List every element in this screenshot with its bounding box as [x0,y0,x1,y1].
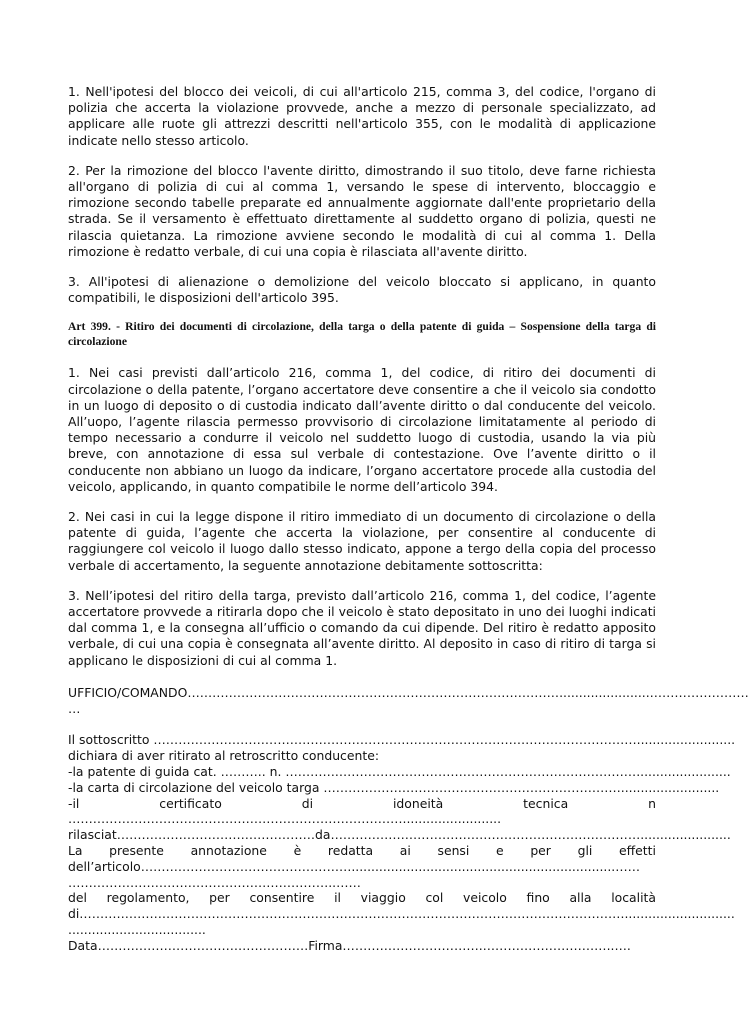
art399-paragraph-1: 1. Nei casi previsti dall’articolo 216, comma 1, del codice, di ritiro dei documenti di circolazione o della patente, l’organo accertatore deve consentire a che il veicolo sia condotto in un luogo di deposito o di custodia indicato dall’avente diritto o dal conducente del veicolo. All’uopo, l’agente rilascia permesso provvisorio di circolazione limitatamente al periodo di tempo necessario a condurre il veicolo nel suddetto luogo di custodia, usando la via più breve, con annotazione di essa sul verbale di contestazione. Ove l’avente diritto o il conducente non abbiano un luogo da indicare, l’organo accertatore procede alla custodia del veicolo, applicando, in quanto compatibile le norme dell’articolo 394. [68,365,656,494]
word: di [301,795,314,811]
form-rilasciato-line: rilasciat…………………………………………da…………………………………………………………………....................... [68,827,731,843]
word: viaggio [360,890,406,906]
word: sensi [437,843,470,859]
word: effetti [619,843,656,859]
word: ai [399,843,411,859]
form-articolo-line: dell’articolo……………………………………………...................................................................…… [68,858,641,874]
word: per [530,843,551,859]
art398-paragraph-3: 3. All'ipotesi di alienazione o demolizione del veicolo bloccato si applicano, in quanto compatibili, le disposizioni dell'articolo 395. [68,274,656,306]
word: località [611,890,656,906]
form-data-firma-line: Data……………………………………………Firma…………………………….…………………………..…. [68,937,631,953]
form-dichiara-line: dichiara di aver ritirato al retroscritto conducente: [68,748,379,764]
word: per [209,890,230,906]
word: n [648,795,656,811]
form-patente-line: -la patente di guida cat. ……….. n. ………….………………………………………………………………........................ [68,764,731,780]
word: certificato [159,795,222,811]
form-dots-line: ................................... [68,922,206,938]
art398-paragraph-2: 2. Per la rimozione del blocco l'avente diritto, dimostrando il suo titolo, deve farne richiesta all'organo di polizia di cui al comma 1, versando le spese di intervento, bloccaggio e rimozione secondo tabelle preparate ed annualmente aggiornate dall'ente proprietario della strada. Se il versamento è effettuato direttamente al suddetto organo di polizia, questi ne rilascia quietanza. La rimozione avviene secondo le modalità di cui al comma 1. Della rimozione è redatto verbale, di cui una copia è rilasciata all'avente diritto. [68,162,656,259]
word: redatta [327,843,374,859]
art399-paragraph-3: 3. Nell’ipotesi del ritiro della targa, previsto dall’articolo 216, comma 1, del codice, l’agente accertatore provvede a ritirarla dopo che il veicolo è stato depositato in uno dei luoghi indicati dal comma 1, e la consegna all’ufficio o comando da cui dipende. Del ritiro è redatto apposito verbale, di cui una copia è consegnata all’avente diritto. Al deposito in caso di ritiro di targa si applicano le disposizioni di cui al comma 1. [68,587,656,668]
word: annotazione [190,843,267,859]
form-ufficio-line: UFFICIO/COMANDO……………………………………………………………………………….......................…………………… [68,684,749,700]
word: tecnica [523,795,569,811]
form-presente-line [68,843,656,859]
word: col [425,890,444,906]
word: e [496,843,504,859]
word: alla [569,890,592,906]
word: fino [526,890,550,906]
word: veicolo [463,890,507,906]
art399-heading: Art 399. - Ritiro dei documenti di circolazione, della targa o della patente di guida – Sospensione della targa di circolazione [68,320,656,348]
word: presente [109,843,164,859]
word: consentire [249,890,315,906]
form-di-line: di……………………………………………………………………………………………………………………............................ [68,906,735,922]
annotation-form [68,684,749,954]
word: regolamento, [106,890,190,906]
form-certificato-line [68,796,656,812]
form-certificato-continuation: ………………………………………………………………………......................... [68,811,502,827]
word: gli [577,843,593,859]
form-sottoscritto-line: Il sottoscritto ………………………………………………………………………………………………………......................... [68,732,736,748]
word: è [293,843,302,859]
word: del [68,890,87,906]
word: La [68,843,83,859]
form-ufficio-continuation: … [68,700,81,716]
art399-paragraph-2: 2. Nei casi in cui la legge dispone il ritiro immediato di un documento di circolazione o della patente di guida, l’agente che accerta la violazione, per consentire al conducente di raggiungere col veicolo il luogo dallo stesso indicato, appone a tergo della copia del processo verbale di accertamento, la seguente annotazione debitamente sottoscritta: [68,509,656,573]
form-carta-line: -la carta di circolazione del veicolo targa ………………………………………………………………......................... [68,779,720,795]
form-regolamento-line [68,890,656,906]
word: idoneità [392,795,444,811]
word: il [334,890,341,906]
form-articolo-continuation: ………………………………………………………..…… [68,874,361,890]
word: -il [68,795,80,811]
art398-paragraph-1: 1. Nell'ipotesi del blocco dei veicoli, di cui all'articolo 215, comma 3, del codice, l'organo di polizia che accerta la violazione provvede, anche a mezzo di personale specializzato, ad applicare alle ruote gli attrezzi descritti nell'articolo 355, con le modalità di applicazione indicate nello stesso articolo. [68,84,656,148]
